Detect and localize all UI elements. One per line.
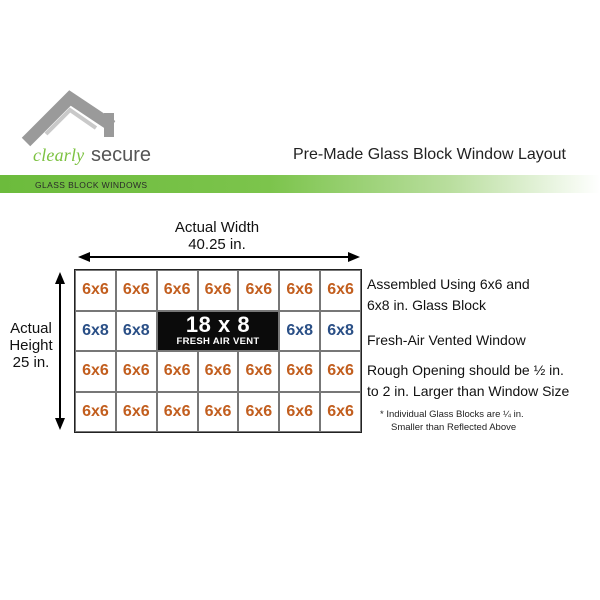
logo-roof-icon (26, 98, 114, 142)
logo-text-secure: secure (91, 144, 152, 166)
block-6x6: 6x6 (279, 392, 320, 433)
width-label-line-1: Actual Width (174, 219, 260, 236)
block-6x6: 6x6 (116, 392, 157, 433)
block-6x6: 6x6 (157, 351, 198, 392)
block-6x6: 6x6 (75, 270, 116, 311)
note-vent: Fresh-Air Vented Window (367, 332, 526, 348)
block-6x6: 6x6 (198, 270, 239, 311)
note-rough-line-1: Rough Opening should be ½ in. (367, 362, 564, 378)
block-6x6: 6x6 (320, 351, 361, 392)
block-6x6: 6x6 (279, 351, 320, 392)
footnote-line-2: Smaller than Reflected Above (391, 422, 517, 433)
block-6x6: 6x6 (238, 351, 279, 392)
block-6x8: 6x8 (279, 311, 320, 352)
block-6x6: 6x6 (75, 351, 116, 392)
block-6x6: 6x6 (75, 392, 116, 433)
footnote (380, 408, 524, 434)
fresh-air-vent (157, 311, 280, 352)
note-assembled (367, 274, 530, 316)
vent-size: 18 x 8 (185, 311, 251, 337)
width-label-line-2: 40.25 in. (188, 236, 246, 253)
height-label-line-3: 25 in. (12, 354, 50, 371)
page-title: Pre-Made Glass Block Window Layout (293, 146, 566, 163)
block-6x6: 6x6 (116, 351, 157, 392)
glass-block-grid (74, 269, 362, 433)
block-6x8: 6x8 (75, 311, 116, 352)
block-6x6: 6x6 (157, 270, 198, 311)
height-label-line-2: Height (9, 337, 53, 354)
block-6x8: 6x8 (116, 311, 157, 352)
block-6x6: 6x6 (116, 270, 157, 311)
block-6x6: 6x6 (320, 270, 361, 311)
block-6x8: 6x8 (320, 311, 361, 352)
block-6x6: 6x6 (238, 270, 279, 311)
note-assembled-line-1: Assembled Using 6x6 and (367, 276, 530, 292)
logo-text-clearly: clearly (33, 145, 85, 165)
note-rough-opening (367, 360, 569, 402)
width-dimension-label (150, 219, 284, 253)
block-6x6: 6x6 (320, 392, 361, 433)
block-6x6: 6x6 (279, 270, 320, 311)
footnote-line-1: * Individual Glass Blocks are ¼ in. (380, 409, 524, 420)
block-6x6: 6x6 (198, 351, 239, 392)
block-6x6: 6x6 (238, 392, 279, 433)
vent-label: FRESH AIR VENT (176, 335, 260, 347)
note-rough-line-2: to 2 in. Larger than Window Size (367, 383, 570, 399)
clearly-secure-logo (0, 0, 600, 200)
height-dimension-label (0, 320, 62, 371)
brand-tagline: GLASS BLOCK WINDOWS (35, 180, 148, 190)
note-assembled-line-2: 6x8 in. Glass Block (367, 297, 487, 313)
width-arrow (78, 252, 360, 262)
height-label-line-1: Actual (10, 320, 52, 337)
block-6x6: 6x6 (157, 392, 198, 433)
block-6x6: 6x6 (198, 392, 239, 433)
